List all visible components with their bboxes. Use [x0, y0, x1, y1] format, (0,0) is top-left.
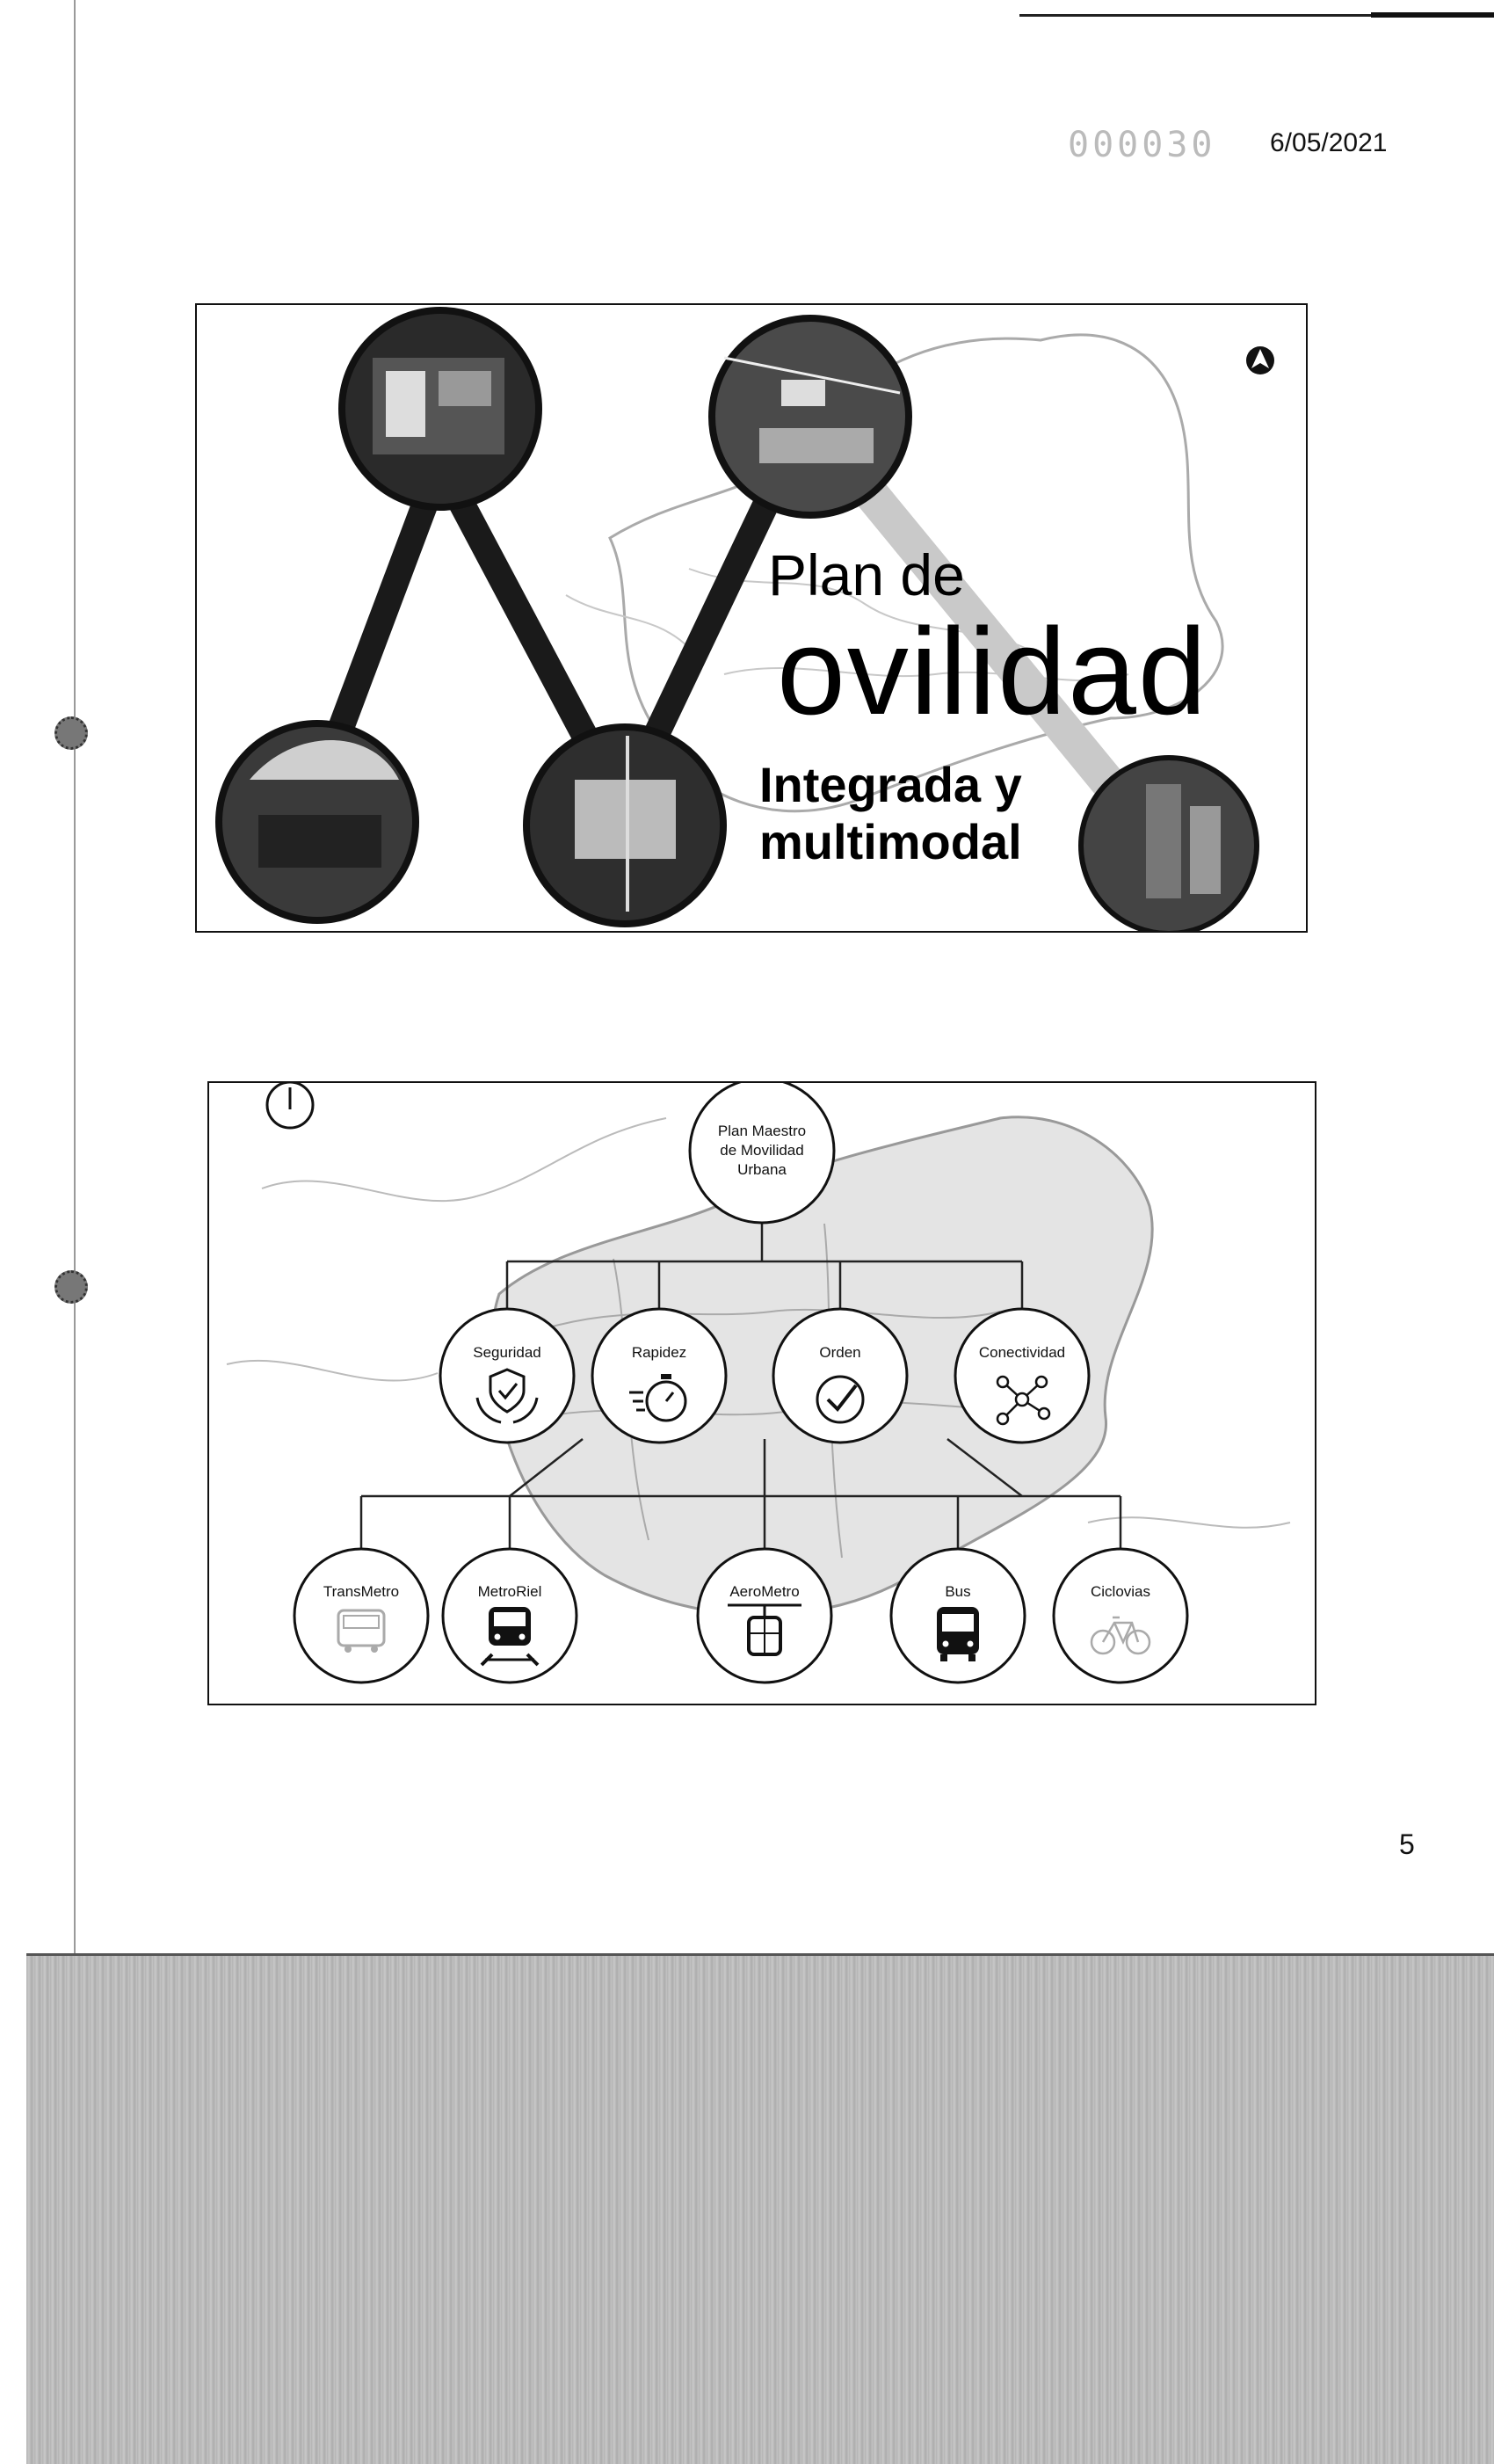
node-rapidez-label: Rapidez	[631, 1344, 687, 1361]
photo-circle-bus-station	[342, 310, 539, 507]
slide-plan-movilidad	[195, 303, 1308, 933]
node-metroriel-label: MetroRiel	[477, 1583, 542, 1600]
node-ciclovias	[1054, 1549, 1187, 1683]
node-plan-maestro-line1: Plan Maestro	[717, 1123, 807, 1139]
bus-front-icon	[937, 1607, 979, 1661]
margin-line	[74, 0, 76, 1960]
node-metroriel	[443, 1549, 577, 1683]
photo-circle-metrocable	[219, 723, 416, 920]
node-transmetro	[294, 1549, 428, 1683]
node-conectividad	[955, 1309, 1089, 1443]
slide-plan-maestro	[207, 1081, 1316, 1705]
node-aerometro-label: AeroMetro	[729, 1583, 800, 1600]
slide1-title-line2: ovilidad	[777, 602, 1208, 740]
node-ciclovias-label: Ciclovias	[1090, 1583, 1151, 1600]
node-seguridad-label: Seguridad	[473, 1344, 541, 1361]
node-orden-label: Orden	[819, 1344, 861, 1361]
node-bus-label: Bus	[945, 1583, 971, 1600]
node-plan-maestro	[690, 1083, 834, 1223]
page-number: 5	[1399, 1828, 1415, 1860]
slide1-title-line3: Integrada y	[759, 757, 1022, 812]
punch-hole-top	[54, 716, 88, 750]
slide2-graphic	[209, 1083, 1315, 1704]
punch-hole-bottom	[54, 1270, 88, 1304]
node-plan-maestro-line2: de Movilidad	[720, 1142, 804, 1159]
node-transmetro-label: TransMetro	[323, 1583, 400, 1600]
photo-circle-cable-car	[712, 318, 909, 515]
node-aerometro	[698, 1549, 831, 1683]
node-plan-maestro-line3: Urbana	[737, 1161, 787, 1178]
document-date: 6/05/2021	[1270, 128, 1388, 157]
node-bus	[891, 1549, 1025, 1683]
photo-circle-tram	[526, 727, 723, 924]
scanner-artifact-area	[26, 1953, 1494, 2464]
node-orden	[773, 1309, 907, 1443]
node-seguridad	[440, 1309, 574, 1443]
slide1-graphic	[197, 305, 1306, 931]
north-arrow-icon	[267, 1083, 313, 1128]
document-stamp: 000030	[1068, 125, 1216, 165]
photo-circle-city-street	[1081, 758, 1257, 931]
north-arrow-icon	[1246, 346, 1274, 374]
node-rapidez	[592, 1309, 726, 1443]
slide1-title-line1: Plan de	[768, 542, 965, 607]
node-conectividad-label: Conectividad	[978, 1344, 1066, 1361]
slide1-title-line4: multimodal	[759, 814, 1022, 869]
top-rule-dark	[1371, 12, 1494, 18]
